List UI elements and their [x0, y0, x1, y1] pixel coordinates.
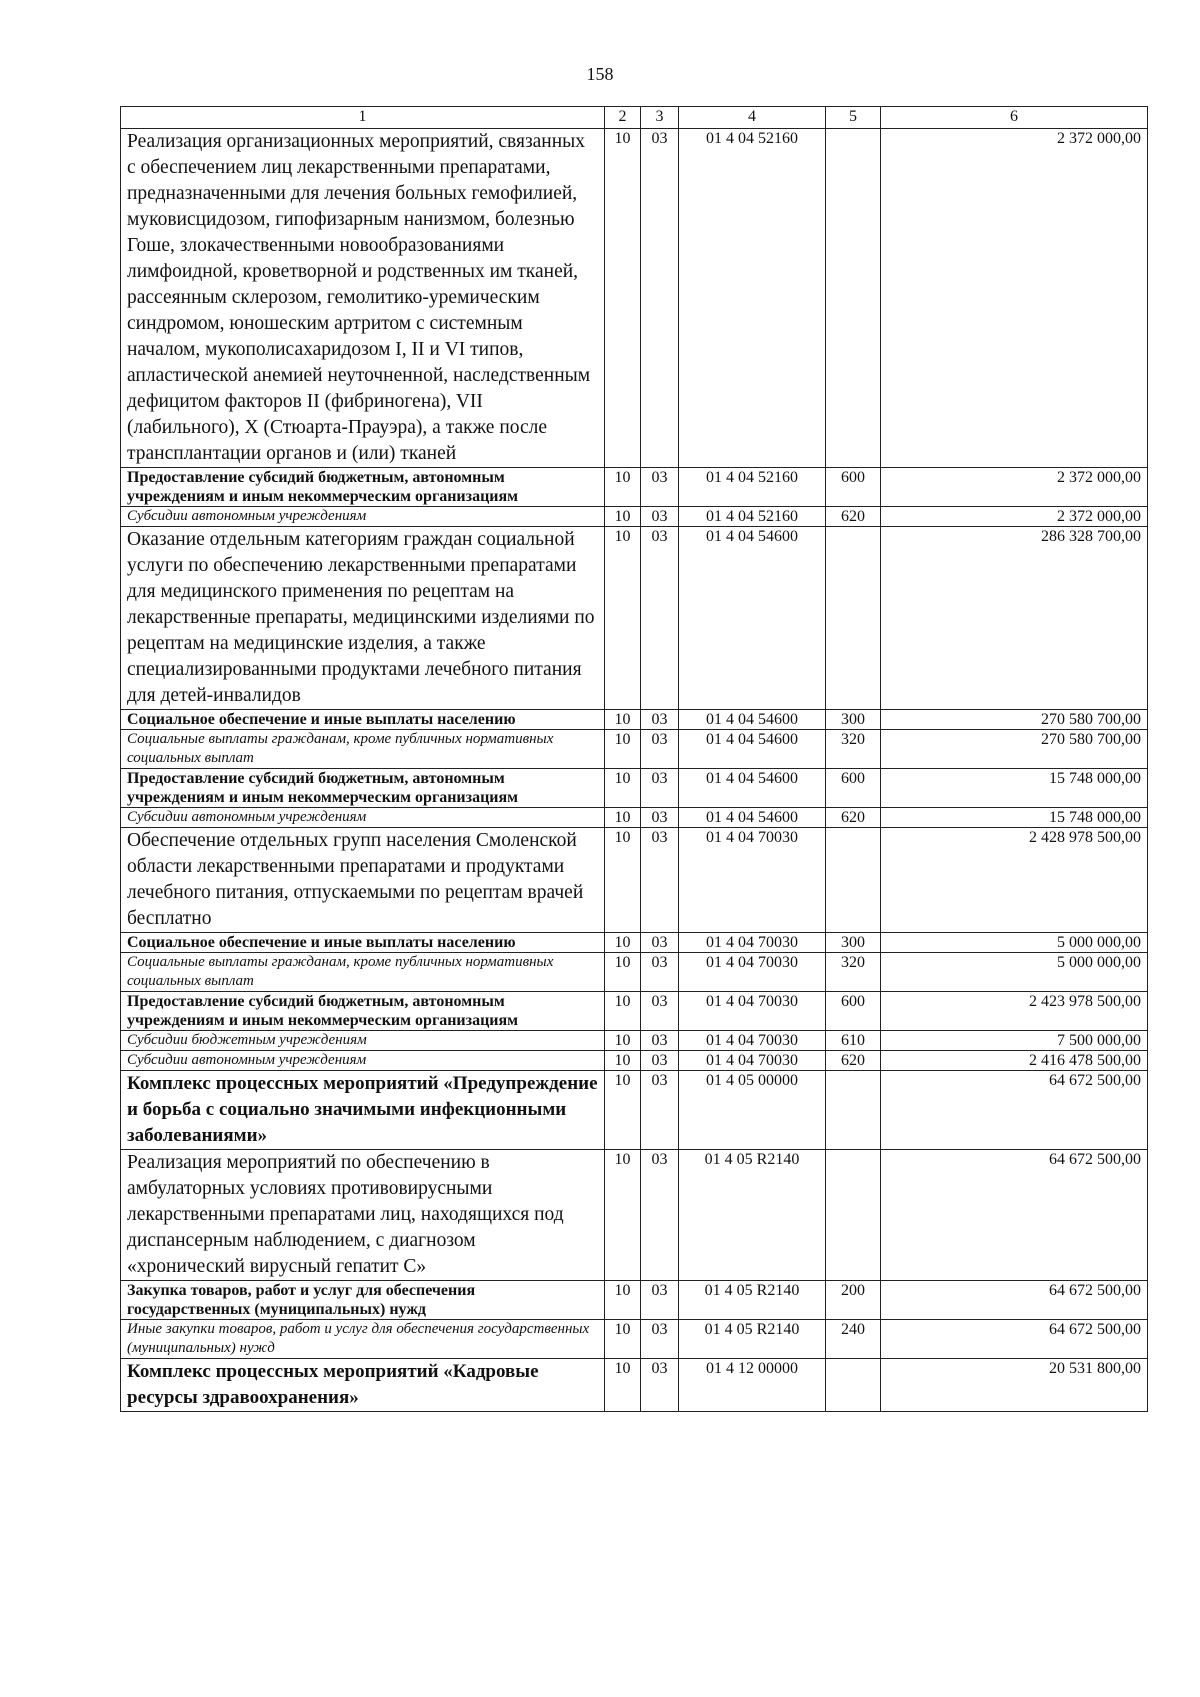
- name-cell: Комплекс процессных мероприятий «Предупреждение и борьба с социально значимыми инфекционными заболеваниями»: [121, 1071, 605, 1150]
- table-row: [121, 710, 1148, 730]
- subsection-cell: 03: [641, 1150, 679, 1281]
- name-cell: Субсидии автономным учреждениям: [121, 1051, 605, 1071]
- name-cell: Закупка товаров, работ и услуг для обеспечения государственных (муниципальных) нужд: [121, 1281, 605, 1320]
- subsection-cell: 03: [641, 992, 679, 1031]
- expense-type-cell: [826, 527, 881, 710]
- amount-cell: 2 372 000,00: [881, 507, 1148, 527]
- subsection-cell: 03: [641, 468, 679, 507]
- amount-cell: 2 372 000,00: [881, 129, 1148, 468]
- table-row: [121, 769, 1148, 808]
- page-number: 158: [586, 64, 614, 84]
- name-cell: Социальные выплаты гражданам, кроме публичных нормативных социальных выплат: [121, 730, 605, 769]
- name-cell: Субсидии автономным учреждениям: [121, 808, 605, 828]
- name-cell: Оказание отдельным категориям граждан социальной услуги по обеспечению лекарственными препаратами для медицинского применения по рецептам на лекарственные препараты, медицинскими изделиями по рецептам на медицинские изделия, а также специализированными продуктами лечебного питания для детей-инвалидов: [121, 527, 605, 710]
- target-article-cell: 01 4 04 54600: [679, 710, 826, 730]
- expense-type-cell: 620: [826, 808, 881, 828]
- amount-cell: 2 416 478 500,00: [881, 1051, 1148, 1071]
- name-cell: Субсидии автономным учреждениям: [121, 507, 605, 527]
- budget-table: [120, 106, 1148, 1412]
- subsection-cell: 03: [641, 953, 679, 992]
- expense-type-cell: 200: [826, 1281, 881, 1320]
- amount-cell: 64 672 500,00: [881, 1320, 1148, 1359]
- header-cell: 5: [826, 107, 881, 129]
- subsection-cell: 03: [641, 129, 679, 468]
- target-article-cell: 01 4 04 54600: [679, 808, 826, 828]
- section-cell: 10: [605, 730, 641, 769]
- expense-type-cell: 600: [826, 992, 881, 1031]
- subsection-cell: 03: [641, 1281, 679, 1320]
- amount-cell: 5 000 000,00: [881, 953, 1148, 992]
- section-cell: 10: [605, 808, 641, 828]
- target-article-cell: 01 4 05 R2140: [679, 1320, 826, 1359]
- section-cell: 10: [605, 1359, 641, 1412]
- target-article-cell: 01 4 04 52160: [679, 468, 826, 507]
- section-cell: 10: [605, 468, 641, 507]
- name-cell: Предоставление субсидий бюджетным, автономным учреждениям и иным некоммерческим организациям: [121, 468, 605, 507]
- subsection-cell: 03: [641, 1071, 679, 1150]
- amount-cell: 15 748 000,00: [881, 808, 1148, 828]
- section-cell: 10: [605, 769, 641, 808]
- name-cell: Социальные выплаты гражданам, кроме публичных нормативных социальных выплат: [121, 953, 605, 992]
- section-cell: 10: [605, 828, 641, 933]
- expense-type-cell: [826, 1071, 881, 1150]
- amount-cell: 15 748 000,00: [881, 769, 1148, 808]
- target-article-cell: 01 4 05 R2140: [679, 1281, 826, 1320]
- name-cell: Реализация организационных мероприятий, связанных с обеспечением лиц лекарственными препаратами, предназначенными для лечения больных гемофилией, муковисцидозом, гипофизарным нанизмом, болезнью Гоше, злокачественными новообразованиями лимфоидной, кроветворной и родственных им тканей, рассеянным склерозом, гемолитико-уремическим синдромом, юношеским артритом с системным началом, мукополисахаридозом I, II и VI типов, апластической анемией неуточненной, наследственным дефицитом факторов II (фибриногена), VII (лабильного), X (Стюарта-Прауэра), а также после трансплантации органов и (или) тканей: [121, 129, 605, 468]
- table-row: [121, 808, 1148, 828]
- subsection-cell: 03: [641, 1359, 679, 1412]
- table-row: [121, 1281, 1148, 1320]
- section-cell: 10: [605, 710, 641, 730]
- amount-cell: 5 000 000,00: [881, 933, 1148, 953]
- name-cell: Обеспечение отдельных групп населения Смоленской области лекарственными препаратами и продуктами лечебного питания, отпускаемыми по рецептам врачей бесплатно: [121, 828, 605, 933]
- table-row: [121, 1051, 1148, 1071]
- target-article-cell: 01 4 04 70030: [679, 953, 826, 992]
- subsection-cell: 03: [641, 1051, 679, 1071]
- amount-cell: 7 500 000,00: [881, 1031, 1148, 1051]
- subsection-cell: 03: [641, 1031, 679, 1051]
- section-cell: 10: [605, 527, 641, 710]
- expense-type-cell: 300: [826, 710, 881, 730]
- header-cell: 4: [679, 107, 826, 129]
- expense-type-cell: [826, 828, 881, 933]
- section-cell: 10: [605, 992, 641, 1031]
- table-row: [121, 129, 1148, 468]
- target-article-cell: 01 4 04 52160: [679, 507, 826, 527]
- expense-type-cell: 320: [826, 953, 881, 992]
- table-row: [121, 1071, 1148, 1150]
- expense-type-cell: 600: [826, 468, 881, 507]
- target-article-cell: 01 4 04 70030: [679, 1031, 826, 1051]
- section-cell: 10: [605, 1071, 641, 1150]
- expense-type-cell: [826, 129, 881, 468]
- amount-cell: 64 672 500,00: [881, 1281, 1148, 1320]
- header-cell: 3: [641, 107, 679, 129]
- subsection-cell: 03: [641, 828, 679, 933]
- expense-type-cell: 320: [826, 730, 881, 769]
- subsection-cell: 03: [641, 769, 679, 808]
- section-cell: 10: [605, 1281, 641, 1320]
- target-article-cell: 01 4 05 00000: [679, 1071, 826, 1150]
- target-article-cell: 01 4 04 70030: [679, 992, 826, 1031]
- section-cell: 10: [605, 129, 641, 468]
- name-cell: Предоставление субсидий бюджетным, автономным учреждениям и иным некоммерческим организациям: [121, 992, 605, 1031]
- amount-cell: 64 672 500,00: [881, 1071, 1148, 1150]
- target-article-cell: 01 4 05 R2140: [679, 1150, 826, 1281]
- section-cell: 10: [605, 1150, 641, 1281]
- amount-cell: 270 580 700,00: [881, 730, 1148, 769]
- section-cell: 10: [605, 1320, 641, 1359]
- section-cell: 10: [605, 1051, 641, 1071]
- section-cell: 10: [605, 507, 641, 527]
- header-cell: 1: [121, 107, 605, 129]
- subsection-cell: 03: [641, 730, 679, 769]
- header-cell: 2: [605, 107, 641, 129]
- expense-type-cell: 620: [826, 1051, 881, 1071]
- subsection-cell: 03: [641, 527, 679, 710]
- name-cell: Реализация мероприятий по обеспечению в амбулаторных условиях противовирусными лекарственными препаратами лиц, находящихся под диспансерным наблюдением, с диагнозом «хронический вирусный гепатит С»: [121, 1150, 605, 1281]
- amount-cell: 2 372 000,00: [881, 468, 1148, 507]
- table-row: [121, 953, 1148, 992]
- table-row: [121, 1359, 1148, 1412]
- expense-type-cell: 620: [826, 507, 881, 527]
- name-cell: Предоставление субсидий бюджетным, автономным учреждениям и иным некоммерческим организациям: [121, 769, 605, 808]
- target-article-cell: 01 4 04 54600: [679, 527, 826, 710]
- section-cell: 10: [605, 933, 641, 953]
- name-cell: Социальное обеспечение и иные выплаты населению: [121, 710, 605, 730]
- table-row: [121, 1320, 1148, 1359]
- table-row: [121, 1031, 1148, 1051]
- amount-cell: 2 428 978 500,00: [881, 828, 1148, 933]
- target-article-cell: 01 4 04 70030: [679, 1051, 826, 1071]
- amount-cell: 20 531 800,00: [881, 1359, 1148, 1412]
- expense-type-cell: 600: [826, 769, 881, 808]
- subsection-cell: 03: [641, 1320, 679, 1359]
- target-article-cell: 01 4 04 70030: [679, 933, 826, 953]
- amount-cell: 2 423 978 500,00: [881, 992, 1148, 1031]
- table-header-row: [121, 107, 1148, 129]
- target-article-cell: 01 4 04 52160: [679, 129, 826, 468]
- subsection-cell: 03: [641, 507, 679, 527]
- subsection-cell: 03: [641, 808, 679, 828]
- table-row: [121, 933, 1148, 953]
- name-cell: Иные закупки товаров, работ и услуг для обеспечения государственных (муниципальных) нужд: [121, 1320, 605, 1359]
- name-cell: Социальное обеспечение и иные выплаты населению: [121, 933, 605, 953]
- table-row: [121, 1150, 1148, 1281]
- table-row: [121, 730, 1148, 769]
- amount-cell: 270 580 700,00: [881, 710, 1148, 730]
- table-row: [121, 468, 1148, 507]
- name-cell: Комплекс процессных мероприятий «Кадровые ресурсы здравоохранения»: [121, 1359, 605, 1412]
- name-cell: Субсидии бюджетным учреждениям: [121, 1031, 605, 1051]
- table-row: [121, 992, 1148, 1031]
- expense-type-cell: 610: [826, 1031, 881, 1051]
- target-article-cell: 01 4 04 54600: [679, 769, 826, 808]
- expense-type-cell: [826, 1150, 881, 1281]
- section-cell: 10: [605, 1031, 641, 1051]
- target-article-cell: 01 4 04 54600: [679, 730, 826, 769]
- target-article-cell: 01 4 12 00000: [679, 1359, 826, 1412]
- amount-cell: 64 672 500,00: [881, 1150, 1148, 1281]
- table-row: [121, 507, 1148, 527]
- subsection-cell: 03: [641, 710, 679, 730]
- table-row: [121, 527, 1148, 710]
- header-cell: 6: [881, 107, 1148, 129]
- target-article-cell: 01 4 04 70030: [679, 828, 826, 933]
- expense-type-cell: [826, 1359, 881, 1412]
- expense-type-cell: 300: [826, 933, 881, 953]
- section-cell: 10: [605, 953, 641, 992]
- expense-type-cell: 240: [826, 1320, 881, 1359]
- table-row: [121, 828, 1148, 933]
- amount-cell: 286 328 700,00: [881, 527, 1148, 710]
- subsection-cell: 03: [641, 933, 679, 953]
